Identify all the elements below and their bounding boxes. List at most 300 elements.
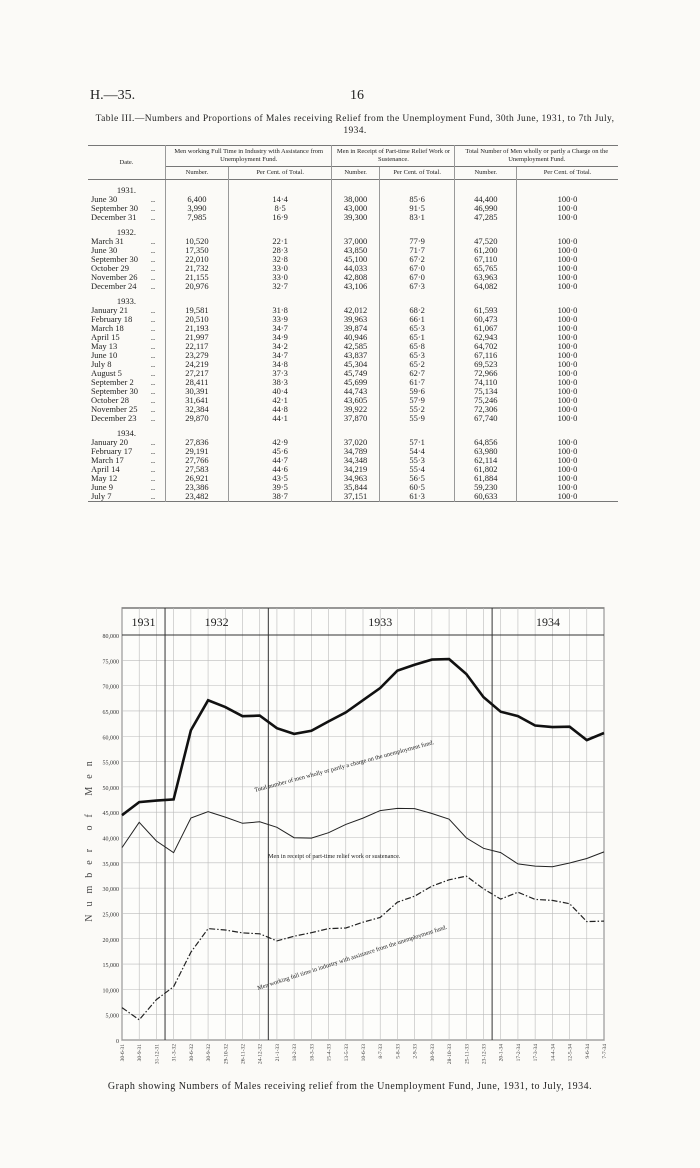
- y-tick-label: 70,000: [102, 684, 119, 691]
- full-time-percent: 22·1: [228, 237, 332, 246]
- row-dots: ..: [150, 473, 156, 483]
- full-time-percent: 38·3: [228, 378, 332, 387]
- part-time-number: 34,348: [332, 456, 379, 465]
- full-time-percent: 34·2: [228, 342, 332, 351]
- total-number: 63,980: [455, 447, 517, 456]
- total-percent: 100·0: [517, 195, 618, 204]
- part-time-number: 43,837: [332, 351, 379, 360]
- full-time-percent: 38·7: [228, 492, 332, 502]
- col-group-full-time-header: Men working Full Time in Industry with Assistance from Unemployment Fund.: [165, 146, 331, 167]
- total-number: 75,134: [455, 387, 517, 396]
- row-dots: ..: [150, 350, 156, 360]
- total-percent: 100·0: [517, 324, 618, 333]
- total-percent: 100·0: [517, 255, 618, 264]
- x-tick-label: 30-9-33: [429, 1044, 436, 1062]
- y-axis-title: Number of Men: [84, 753, 95, 922]
- col-percent-header: Per Cent. of Total.: [228, 167, 332, 180]
- x-tick-label: 12-5-34: [567, 1044, 574, 1062]
- row-dots: ..: [150, 377, 156, 387]
- total-number: 64,856: [455, 438, 517, 447]
- part-time-percent: 57·1: [379, 438, 455, 447]
- row-date: December 31: [91, 212, 137, 222]
- total-number: 46,990: [455, 204, 517, 213]
- total-percent: 100·0: [517, 204, 618, 213]
- y-tick-label: 35,000: [102, 861, 119, 868]
- row-dots: ..: [150, 491, 156, 501]
- part-time-percent: 68·2: [379, 306, 455, 315]
- full-time-number: 28,411: [165, 378, 228, 387]
- full-time-percent: 14·4: [228, 195, 332, 204]
- row-date: June 10: [91, 350, 118, 360]
- full-time-number: 20,976: [165, 282, 228, 291]
- part-time-number: 45,699: [332, 378, 379, 387]
- relief-table: [88, 145, 618, 504]
- y-tick-label: 10,000: [102, 988, 119, 995]
- part-time-percent: 55·4: [379, 465, 455, 474]
- full-time-number: 10,520: [165, 237, 228, 246]
- full-time-number: 32,384: [165, 405, 228, 414]
- full-time-percent: 43·5: [228, 474, 332, 483]
- full-time-percent: 42·9: [228, 438, 332, 447]
- y-tick-label: 50,000: [102, 785, 119, 792]
- total-percent: 100·0: [517, 405, 618, 414]
- table-row: [88, 213, 618, 222]
- relief-line-chart: [0, 600, 700, 1078]
- full-time-number: 21,997: [165, 333, 228, 342]
- full-time-percent: 32·7: [228, 282, 332, 291]
- full-time-percent: 33·0: [228, 273, 332, 282]
- part-time-percent: 67·0: [379, 264, 455, 273]
- full-time-percent: 44·8: [228, 405, 332, 414]
- total-percent: 100·0: [517, 474, 618, 483]
- total-number: 61,200: [455, 246, 517, 255]
- part-time-number: 45,304: [332, 360, 379, 369]
- part-time-number: 42,808: [332, 273, 379, 282]
- part-time-percent: 55·2: [379, 405, 455, 414]
- total-percent: 100·0: [517, 351, 618, 360]
- total-number: 60,633: [455, 492, 517, 502]
- row-date: June 30: [91, 194, 118, 204]
- total-number: 62,943: [455, 333, 517, 342]
- y-tick-label: 20,000: [102, 937, 119, 944]
- total-number: 64,702: [455, 342, 517, 351]
- part-time-number: 37,151: [332, 492, 379, 502]
- row-dots: ..: [150, 212, 156, 222]
- full-time-number: 22,117: [165, 342, 228, 351]
- total-percent: 100·0: [517, 438, 618, 447]
- row-dots: ..: [150, 482, 156, 492]
- year-label: 1932: [204, 615, 229, 629]
- row-date: January 21: [91, 305, 129, 315]
- row-dots: ..: [150, 368, 156, 378]
- total-percent: 100·0: [517, 447, 618, 456]
- full-time-number: 27,766: [165, 456, 228, 465]
- row-date: September 30: [91, 386, 138, 396]
- row-dots: ..: [150, 464, 156, 474]
- total-percent: 100·0: [517, 483, 618, 492]
- full-time-percent: 32·8: [228, 255, 332, 264]
- x-tick-label: 24-12-32: [257, 1044, 264, 1065]
- x-tick-label: 13-5-33: [343, 1044, 350, 1062]
- full-time-number: 21,732: [165, 264, 228, 273]
- x-tick-label: 18-3-33: [309, 1044, 316, 1062]
- full-time-number: 29,870: [165, 414, 228, 423]
- row-dots: ..: [150, 332, 156, 342]
- total-percent: 100·0: [517, 378, 618, 387]
- x-tick-label: 5-8-33: [395, 1044, 402, 1059]
- year-label: 1932.: [116, 227, 137, 237]
- part-time-number: 35,844: [332, 483, 379, 492]
- total-percent: 100·0: [517, 387, 618, 396]
- full-time-number: 23,386: [165, 483, 228, 492]
- total-percent: 100·0: [517, 333, 618, 342]
- row-dots: ..: [150, 236, 156, 246]
- total-percent: 100·0: [517, 369, 618, 378]
- row-date: February 17: [91, 446, 133, 456]
- part-time-percent: 65·2: [379, 360, 455, 369]
- part-time-percent: 66·1: [379, 315, 455, 324]
- col-percent-header: Per Cent. of Total.: [517, 167, 618, 180]
- part-time-percent: 55·3: [379, 456, 455, 465]
- part-time-percent: 61·7: [379, 378, 455, 387]
- y-tick-label: 15,000: [102, 963, 119, 970]
- part-time-percent: 67·2: [379, 255, 455, 264]
- part-time-percent: 67·0: [379, 273, 455, 282]
- row-date: May 12: [91, 473, 118, 483]
- col-percent-header: Per Cent. of Total.: [379, 167, 455, 180]
- part-time-number: 37,000: [332, 237, 379, 246]
- full-time-number: 27,836: [165, 438, 228, 447]
- total-percent: 100·0: [517, 315, 618, 324]
- series-label: Men in receipt of part-time relief work or sustenance.: [268, 853, 401, 860]
- row-date: September 30: [91, 254, 138, 264]
- full-time-number: 23,279: [165, 351, 228, 360]
- part-time-number: 42,012: [332, 306, 379, 315]
- row-dots: ..: [150, 254, 156, 264]
- total-number: 64,082: [455, 282, 517, 291]
- part-time-number: 43,605: [332, 396, 379, 405]
- year-row: [88, 291, 618, 306]
- total-percent: 100·0: [517, 213, 618, 222]
- row-date: July 8: [91, 359, 112, 369]
- full-time-number: 23,482: [165, 492, 228, 502]
- part-time-percent: 54·4: [379, 447, 455, 456]
- year-label: 1931.: [116, 185, 137, 195]
- row-date: October 28: [91, 395, 130, 405]
- total-number: 72,966: [455, 369, 517, 378]
- row-date: July 7: [91, 491, 112, 501]
- series-label: Total number of men wholly or partly a charge on the unemployment fund.: [253, 739, 435, 794]
- part-time-number: 40,946: [332, 333, 379, 342]
- part-time-percent: 57·9: [379, 396, 455, 405]
- row-date: June 9: [91, 482, 113, 492]
- series-label: Men working full time in industry with assistance from the unemployment fund.: [256, 923, 448, 992]
- total-percent: 100·0: [517, 414, 618, 423]
- x-tick-label: 30-6-31: [120, 1044, 126, 1062]
- full-time-percent: 8·5: [228, 204, 332, 213]
- col-number-header: Number.: [455, 167, 517, 180]
- total-number: 61,593: [455, 306, 517, 315]
- row-date: November 26: [91, 272, 138, 282]
- total-percent: 100·0: [517, 492, 618, 502]
- document-reference: H.—35.: [90, 88, 136, 103]
- y-tick-label: 80,000: [102, 634, 119, 640]
- total-number: 47,520: [455, 237, 517, 246]
- x-tick-label: 21-1-33: [274, 1044, 281, 1062]
- x-tick-label: 9-6-34: [584, 1044, 591, 1059]
- full-time-number: 26,921: [165, 474, 228, 483]
- x-tick-label: 31-3-32: [171, 1044, 178, 1062]
- total-percent: 100·0: [517, 456, 618, 465]
- full-time-percent: 44·1: [228, 414, 332, 423]
- part-time-percent: 85·6: [379, 195, 455, 204]
- full-time-number: 27,583: [165, 465, 228, 474]
- x-tick-label: 30-9-32: [206, 1044, 213, 1062]
- total-number: 67,116: [455, 351, 517, 360]
- col-number-header: Number.: [165, 167, 228, 180]
- part-time-number: 34,963: [332, 474, 379, 483]
- row-date: April 15: [91, 332, 120, 342]
- part-time-percent: 65·1: [379, 333, 455, 342]
- row-dots: ..: [150, 446, 156, 456]
- full-time-percent: 34·7: [228, 324, 332, 333]
- table-title: Table III.—Numbers and Proportions of Males receiving Relief from the Unemployment Fund, 30th June, 1931, to 7th July, 1934.: [95, 114, 615, 136]
- row-date: April 14: [91, 464, 120, 474]
- part-time-number: 43,000: [332, 204, 379, 213]
- row-date: September 2: [91, 377, 134, 387]
- part-time-percent: 91·5: [379, 204, 455, 213]
- part-time-number: 45,749: [332, 369, 379, 378]
- full-time-percent: 34·8: [228, 360, 332, 369]
- full-time-number: 7,985: [165, 213, 228, 222]
- x-tick-label: 29-10-32: [223, 1044, 230, 1065]
- table-row: [88, 282, 618, 291]
- part-time-number: 39,874: [332, 324, 379, 333]
- row-date: March 18: [91, 323, 124, 333]
- part-time-number: 44,033: [332, 264, 379, 273]
- part-time-number: 39,963: [332, 315, 379, 324]
- full-time-percent: 37·3: [228, 369, 332, 378]
- part-time-percent: 65·8: [379, 342, 455, 351]
- y-tick-label: 75,000: [102, 659, 119, 666]
- part-time-number: 45,100: [332, 255, 379, 264]
- row-dots: ..: [150, 437, 156, 447]
- total-number: 72,306: [455, 405, 517, 414]
- y-tick-label: 55,000: [102, 760, 119, 767]
- total-number: 60,473: [455, 315, 517, 324]
- x-tick-label: 14-4-34: [550, 1044, 557, 1062]
- total-percent: 100·0: [517, 306, 618, 315]
- row-date: October 29: [91, 263, 130, 273]
- part-time-percent: 60·5: [379, 483, 455, 492]
- total-number: 75,246: [455, 396, 517, 405]
- y-tick-label: 25,000: [102, 912, 119, 919]
- total-percent: 100·0: [517, 465, 618, 474]
- total-number: 67,740: [455, 414, 517, 423]
- col-number-header: Number.: [332, 167, 379, 180]
- row-date: March 17: [91, 455, 124, 465]
- part-time-percent: 56·5: [379, 474, 455, 483]
- x-tick-label: 28-10-33: [447, 1044, 454, 1065]
- row-dots: ..: [150, 305, 156, 315]
- part-time-number: 37,020: [332, 438, 379, 447]
- row-dots: ..: [150, 341, 156, 351]
- x-tick-label: 17-3-34: [533, 1044, 540, 1062]
- row-dots: ..: [150, 263, 156, 273]
- x-tick-label: 17-2-34: [515, 1044, 522, 1062]
- total-percent: 100·0: [517, 396, 618, 405]
- full-time-number: 31,641: [165, 396, 228, 405]
- total-number: 69,523: [455, 360, 517, 369]
- row-date: November 25: [91, 404, 138, 414]
- page-number: 16: [350, 88, 364, 103]
- total-number: 59,230: [455, 483, 517, 492]
- full-time-number: 19,581: [165, 306, 228, 315]
- y-tick-label: 45,000: [102, 811, 119, 818]
- x-tick-label: 18-2-33: [292, 1044, 299, 1062]
- full-time-percent: 34·9: [228, 333, 332, 342]
- x-tick-label: 25-11-33: [464, 1044, 471, 1064]
- part-time-percent: 59·6: [379, 387, 455, 396]
- row-date: September 30: [91, 203, 138, 213]
- part-time-percent: 55·9: [379, 414, 455, 423]
- row-dots: ..: [150, 413, 156, 423]
- part-time-number: 43,106: [332, 282, 379, 291]
- row-date: August 5: [91, 368, 122, 378]
- full-time-percent: 40·4: [228, 387, 332, 396]
- full-time-number: 30,391: [165, 387, 228, 396]
- total-number: 47,285: [455, 213, 517, 222]
- row-date: December 24: [91, 281, 137, 291]
- row-date: February 18: [91, 314, 133, 324]
- total-number: 74,110: [455, 378, 517, 387]
- total-number: 61,802: [455, 465, 517, 474]
- row-dots: ..: [150, 314, 156, 324]
- full-time-number: 3,990: [165, 204, 228, 213]
- col-group-part-time-header: Men in Receipt of Part-time Relief Work or Sustenance.: [332, 146, 455, 167]
- y-tick-label: 65,000: [102, 709, 119, 716]
- part-time-number: 34,219: [332, 465, 379, 474]
- full-time-number: 27,217: [165, 369, 228, 378]
- total-number: 63,963: [455, 273, 517, 282]
- full-time-percent: 45·6: [228, 447, 332, 456]
- col-date-header: Date.: [88, 146, 165, 180]
- row-dots: ..: [150, 281, 156, 291]
- row-date: December 23: [91, 413, 137, 423]
- total-percent: 100·0: [517, 246, 618, 255]
- row-date: May 13: [91, 341, 118, 351]
- row-dots: ..: [150, 359, 156, 369]
- row-date: January 20: [91, 437, 129, 447]
- total-percent: 100·0: [517, 282, 618, 291]
- total-number: 44,400: [455, 195, 517, 204]
- full-time-percent: 33·9: [228, 315, 332, 324]
- x-tick-label: 23-12-33: [481, 1044, 488, 1065]
- part-time-number: 42,585: [332, 342, 379, 351]
- full-time-percent: 33·0: [228, 264, 332, 273]
- full-time-number: 17,350: [165, 246, 228, 255]
- x-tick-label: 10-6-33: [361, 1044, 367, 1062]
- full-time-percent: 44·6: [228, 465, 332, 474]
- x-tick-label: 2-9-33: [412, 1044, 419, 1059]
- total-number: 65,765: [455, 264, 517, 273]
- chart-caption: Graph showing Numbers of Males receiving relief from the Unemployment Fund, June, 1931, to July, 1934.: [107, 1081, 593, 1092]
- year-label: 1933: [368, 615, 393, 629]
- part-time-number: 38,000: [332, 195, 379, 204]
- part-time-number: 39,300: [332, 213, 379, 222]
- total-number: 61,067: [455, 324, 517, 333]
- full-time-number: 21,155: [165, 273, 228, 282]
- full-time-number: 20,510: [165, 315, 228, 324]
- col-group-total-header: Total Number of Men wholly or partly a Charge on the Unemployment Fund.: [455, 146, 618, 167]
- year-label: 1934.: [116, 428, 137, 438]
- part-time-number: 43,850: [332, 246, 379, 255]
- table-body: [88, 180, 618, 505]
- x-tick-label: 7-7-34: [602, 1044, 608, 1059]
- total-percent: 100·0: [517, 237, 618, 246]
- part-time-number: 44,743: [332, 387, 379, 396]
- x-tick-label: 20-1-34: [498, 1044, 505, 1062]
- total-number: 61,884: [455, 474, 517, 483]
- x-tick-label: 26-11-32: [240, 1044, 247, 1064]
- row-dots: ..: [150, 194, 156, 204]
- part-time-percent: 61·3: [379, 492, 455, 502]
- part-time-percent: 65·3: [379, 351, 455, 360]
- full-time-percent: 31·8: [228, 306, 332, 315]
- total-percent: 100·0: [517, 273, 618, 282]
- full-time-number: 22,010: [165, 255, 228, 264]
- x-tick-label: 30-6-32: [188, 1044, 195, 1062]
- row-date: March 31: [91, 236, 124, 246]
- part-time-percent: 67·3: [379, 282, 455, 291]
- total-percent: 100·0: [517, 264, 618, 273]
- year-label: 1931: [131, 615, 156, 629]
- row-dots: ..: [150, 203, 156, 213]
- full-time-percent: 28·3: [228, 246, 332, 255]
- y-tick-label: 30,000: [102, 887, 119, 894]
- y-tick-label: 5,000: [105, 1013, 119, 1020]
- part-time-number: 39,922: [332, 405, 379, 414]
- row-date: June 30: [91, 245, 118, 255]
- y-tick-label: 40,000: [102, 836, 119, 843]
- full-time-number: 6,400: [165, 195, 228, 204]
- part-time-number: 34,789: [332, 447, 379, 456]
- full-time-number: 24,219: [165, 360, 228, 369]
- total-number: 67,110: [455, 255, 517, 264]
- part-time-percent: 71·7: [379, 246, 455, 255]
- table-row: [88, 492, 618, 502]
- row-dots: ..: [150, 404, 156, 414]
- full-time-percent: 16·9: [228, 213, 332, 222]
- part-time-percent: 77·9: [379, 237, 455, 246]
- full-time-percent: 39·5: [228, 483, 332, 492]
- row-dots: ..: [150, 323, 156, 333]
- full-time-percent: 34·7: [228, 351, 332, 360]
- total-percent: 100·0: [517, 360, 618, 369]
- part-time-percent: 62·7: [379, 369, 455, 378]
- year-row: [88, 222, 618, 237]
- full-time-percent: 44·7: [228, 456, 332, 465]
- y-tick-label: 60,000: [102, 735, 119, 742]
- part-time-number: 37,870: [332, 414, 379, 423]
- row-dots: ..: [150, 455, 156, 465]
- x-tick-label: 8-7-33: [378, 1044, 385, 1059]
- full-time-percent: 42·1: [228, 396, 332, 405]
- total-percent: 100·0: [517, 342, 618, 351]
- y-tick-label: 0: [116, 1039, 119, 1045]
- year-row: [88, 180, 618, 196]
- part-time-percent: 65·3: [379, 324, 455, 333]
